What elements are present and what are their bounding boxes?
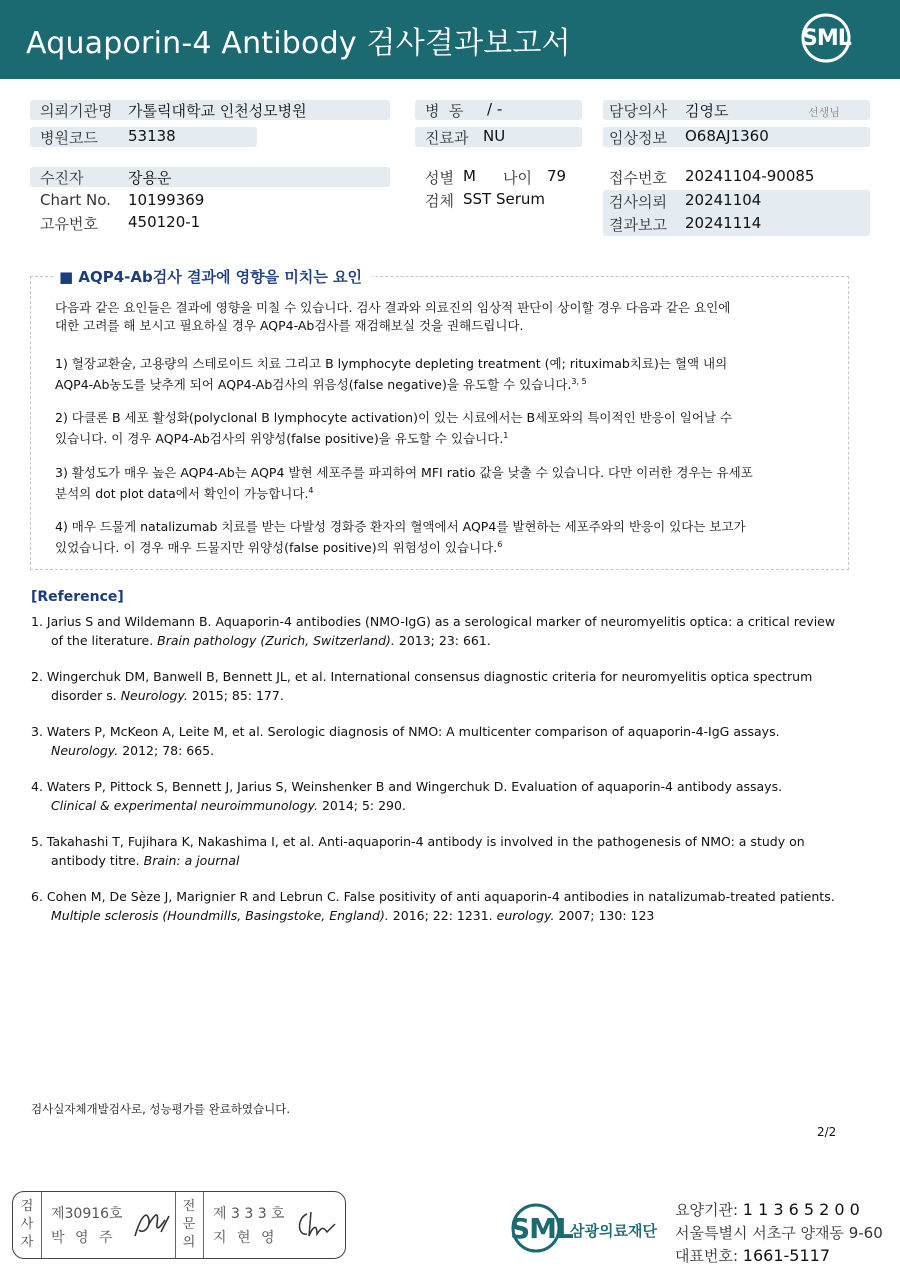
specialist-label-char-3: 의 — [182, 1235, 196, 1250]
receipt-label: 접수번호 — [609, 169, 667, 187]
reference-1-journal: Brain pathology (Zurich, Switzerland). — [157, 633, 395, 648]
specialist-label-char-1: 전 — [182, 1199, 196, 1214]
institution-label: 의뢰기관명 — [40, 102, 113, 120]
contact-code — [675, 1199, 860, 1220]
dept-value: NU — [483, 127, 506, 145]
doctor-suffix: 선생님 — [808, 106, 840, 119]
sml-foundation-logo — [510, 1200, 670, 1256]
specialist-signature — [293, 1208, 339, 1242]
logo-text: SML — [802, 26, 851, 51]
signature-divider — [41, 1192, 42, 1258]
clinical-label: 임상정보 — [609, 129, 667, 147]
request-label: 검사의뢰 — [609, 193, 667, 211]
unique-row — [30, 213, 390, 233]
notice-item1-2-text: AQP4-Ab농도를 낮추게 되어 AQP4-Ab검사의 위음성(false negative)을 유도할 수 있습니다. — [55, 377, 572, 393]
hospital-code-row — [30, 127, 257, 147]
patient-value: 장용운 — [128, 169, 172, 187]
reference-1-line-b — [31, 631, 835, 650]
reference-2 — [31, 667, 812, 705]
age-value: 79 — [547, 167, 567, 185]
contact-code-value: 1 1 3 6 5 2 0 0 — [742, 1200, 860, 1219]
patient-label: 수진자 — [40, 169, 84, 187]
contact-address: 서울특별시 서초구 양재동 9-60 — [675, 1224, 883, 1242]
reference-1 — [31, 612, 835, 650]
reference-5 — [31, 832, 805, 870]
reference-3 — [31, 722, 780, 760]
reference-title: [Reference] — [31, 589, 124, 605]
signature-divider-3 — [203, 1192, 204, 1258]
notice-intro-1: 다음과 같은 요인들은 결과에 영향을 미칠 수 있습니다. 검사 결과와 의료진의 임상적 판단이 상이할 경우 다음과 같은 요인에 — [55, 300, 731, 315]
specimen-value: SST Serum — [463, 190, 546, 208]
reference-3-journal: Neurology. — [51, 743, 119, 758]
notice-item1-2 — [55, 373, 587, 394]
sml-logo — [800, 12, 852, 64]
reference-4-text-c: 2014; 5: 290. — [318, 798, 406, 813]
notice-item1-1: 1) 혈장교환술, 고용량의 스테로이드 치료 그리고 B lymphocyte depleting treatment (예; rituximab치료)는 혈액 내의 — [55, 356, 728, 371]
sex-label: 성별 — [425, 169, 454, 187]
reference-6-line-a: 6. Cohen M, De Sèze J, Marignier R and Lebrun C. False positivity of anti aquaporin-4 antibodies in natalizumab-treated patients. — [31, 889, 835, 904]
doctor-row — [603, 100, 870, 120]
signature-box — [12, 1191, 346, 1259]
notice-item3-1: 3) 활성도가 매우 높은 AQP4-Ab는 AQP4 발현 세포주를 파괴하여 MFI ratio 값을 낮출 수 있습니다. 다만 이러한 경우는 유세포 — [55, 465, 753, 480]
notice-item2-2 — [55, 427, 508, 448]
validation-note: 검사실자체개발검사로, 성능평가를 완료하였습니다. — [31, 1102, 291, 1116]
hospital-code-label: 병원코드 — [40, 129, 98, 147]
contact-code-label: 요양기관: — [675, 1201, 743, 1219]
specialist-label — [179, 1198, 199, 1252]
reference-5-line-b — [31, 851, 805, 870]
reference-1-text-c: 2013; 23: 661. — [394, 633, 491, 648]
reference-6-line-b — [31, 906, 835, 925]
reference-5-line-a: 5. Takahashi T, Fujihara K, Nakashima I, et al. Anti-aquaporin-4 antibody is involved in the pathogenesis of NMO: a study on — [31, 834, 805, 849]
reference-6-text-d: 2007; 130: 123 — [554, 908, 655, 923]
notice-item2-2-text: 있습니다. 이 경우 AQP4-Ab검사의 위양성(false positive)을 유도할 수 있습니다. — [55, 431, 504, 447]
patient-row — [30, 167, 390, 187]
logo-sml-text: SML — [510, 1212, 573, 1245]
reference-4-line-b — [31, 796, 782, 815]
examiner-label-char-3: 자 — [20, 1235, 34, 1250]
chart-value: 10199369 — [128, 191, 205, 209]
contact-phone-value: 1661-5117 — [742, 1246, 831, 1265]
examiner-label-char-2: 사 — [20, 1217, 34, 1232]
notice-item2-1: 2) 다클론 B 세포 활성화(polyclonal B lymphocyte activation)이 있는 시료에서는 B세포와의 특이적인 반응이 일어날 수 — [55, 410, 733, 425]
examiner-label-char-1: 검 — [20, 1199, 34, 1214]
reference-6 — [31, 887, 835, 925]
reference-3-line-a: 3. Waters P, McKeon A, Leite M, et al. Serologic diagnosis of NMO: A multicenter comparison of aquaporin-4-IgG assays. — [31, 724, 780, 739]
clinical-row — [603, 127, 870, 147]
report-title: Aquaporin-4 Antibody 검사결과보고서 — [26, 26, 571, 61]
institution-row — [30, 100, 390, 120]
notice-item4-1: 4) 매우 드물게 natalizumab 치료를 받는 다발성 경화증 환자의 혈액에서 AQP4를 발현하는 세포주와의 반응이 있다는 보고가 — [55, 519, 746, 534]
receipt-row — [603, 167, 870, 187]
receipt-value: 20241104-90085 — [685, 167, 815, 185]
reference-2-text-b: disorder s. — [51, 688, 121, 703]
logo-foundation-name: 삼광의료재단 — [570, 1222, 657, 1240]
examiner-label — [17, 1198, 37, 1252]
age-label: 나이 — [503, 169, 532, 187]
reference-2-line-b — [31, 686, 812, 705]
reference-2-journal: Neurology. — [120, 688, 188, 703]
unique-label: 고유번호 — [40, 215, 98, 233]
specialist-label-char-2: 문 — [182, 1217, 196, 1232]
reference-5-journal: Brain: a journal — [143, 853, 240, 868]
ward-value: / - — [487, 100, 503, 118]
report-label: 결과보고 — [609, 216, 667, 234]
hospital-code-value: 53138 — [128, 127, 176, 145]
notice-item2-sup: 1 — [503, 431, 509, 440]
examiner-signature — [131, 1206, 175, 1242]
unique-value: 450120-1 — [128, 213, 201, 231]
dept-row — [415, 127, 582, 147]
reference-2-text-c: 2015; 85: 177. — [187, 688, 284, 703]
notice-item4-2 — [55, 536, 502, 557]
reference-6-journal-2: eurology. — [496, 908, 555, 923]
chart-label: Chart No. — [40, 191, 111, 209]
report-value: 20241114 — [685, 214, 762, 232]
reference-3-text-c: 2012; 78: 665. — [118, 743, 215, 758]
reference-2-line-a: 2. Wingerchuk DM, Banwell B, Bennett JL, et al. International consensus diagnostic criteria for neuromyelitis optica spectrum — [31, 669, 813, 684]
reference-6-journal: Multiple sclerosis (Houndmills, Basingstoke, England). — [51, 908, 389, 923]
sex-value: M — [463, 167, 476, 185]
specimen-label: 검체 — [425, 192, 454, 210]
doctor-label: 담당의사 — [609, 102, 667, 120]
contact-phone — [675, 1245, 830, 1266]
dept-label: 진료과 — [425, 129, 469, 147]
report-header — [0, 0, 900, 79]
institution-value: 가톨릭대학교 인천성모병원 — [128, 102, 307, 120]
specimen-row — [415, 190, 590, 210]
dates-block — [603, 190, 870, 236]
reference-4 — [31, 777, 782, 815]
ward-row — [415, 100, 582, 120]
notice-item1-sup: 3, 5 — [571, 377, 587, 386]
reference-4-journal: Clinical & experimental neuroimmunology. — [51, 798, 318, 813]
clinical-value: O68AJ1360 — [685, 127, 769, 145]
page-number: 2/2 — [817, 1125, 837, 1139]
notice-item4-sup: 6 — [497, 540, 503, 549]
sex-age-row — [415, 167, 590, 187]
notice-item3-2 — [55, 482, 314, 503]
contact-phone-label: 대표번호: — [675, 1247, 743, 1265]
notice-item3-2-text: 분석의 dot plot data에서 확인이 가능합니다. — [55, 486, 309, 502]
reference-1-text-b: of the literature. — [51, 633, 158, 648]
reference-6-text-c: 2016; 22: 1231. — [388, 908, 497, 923]
examiner-name: 박 영 주 — [51, 1230, 116, 1246]
notice-intro-2: 대한 고려를 해 보시고 필요하실 경우 AQP4-Ab검사를 재검해보실 것을 권해드립니다. — [55, 318, 524, 333]
specialist-name: 지 현 영 — [213, 1230, 278, 1246]
reference-4-line-a: 4. Waters P, Pittock S, Bennett J, Jarius S, Weinshenker B and Wingerchuk D. Evaluation of aquaporin-4 antibody assays. — [31, 779, 783, 794]
reference-3-line-b — [31, 741, 780, 760]
notice-title: ■ AQP4-Ab검사 결과에 영향을 미치는 요인 — [53, 266, 372, 287]
examiner-license: 제30916호 — [51, 1206, 123, 1222]
ward-label: 병 동 — [425, 102, 464, 120]
notice-item3-sup: 4 — [308, 486, 314, 495]
reference-1-line-a: 1. Jarius S and Wildemann B. Aquaporin-4 antibodies (NMO-IgG) as a serological marker of neuromyelitis optica: a critical review — [31, 614, 836, 629]
chart-row — [30, 191, 390, 211]
notice-item4-2-text: 있었습니다. 이 경우 매우 드물지만 위양성(false positive)의 위험성이 있습니다. — [55, 540, 498, 556]
signature-divider-2 — [175, 1192, 176, 1258]
request-value: 20241104 — [685, 191, 762, 209]
reference-5-text-b: antibody titre. — [51, 853, 144, 868]
specialist-license: 제 3 3 3 호 — [213, 1206, 285, 1222]
doctor-value: 김영도 — [685, 102, 729, 120]
